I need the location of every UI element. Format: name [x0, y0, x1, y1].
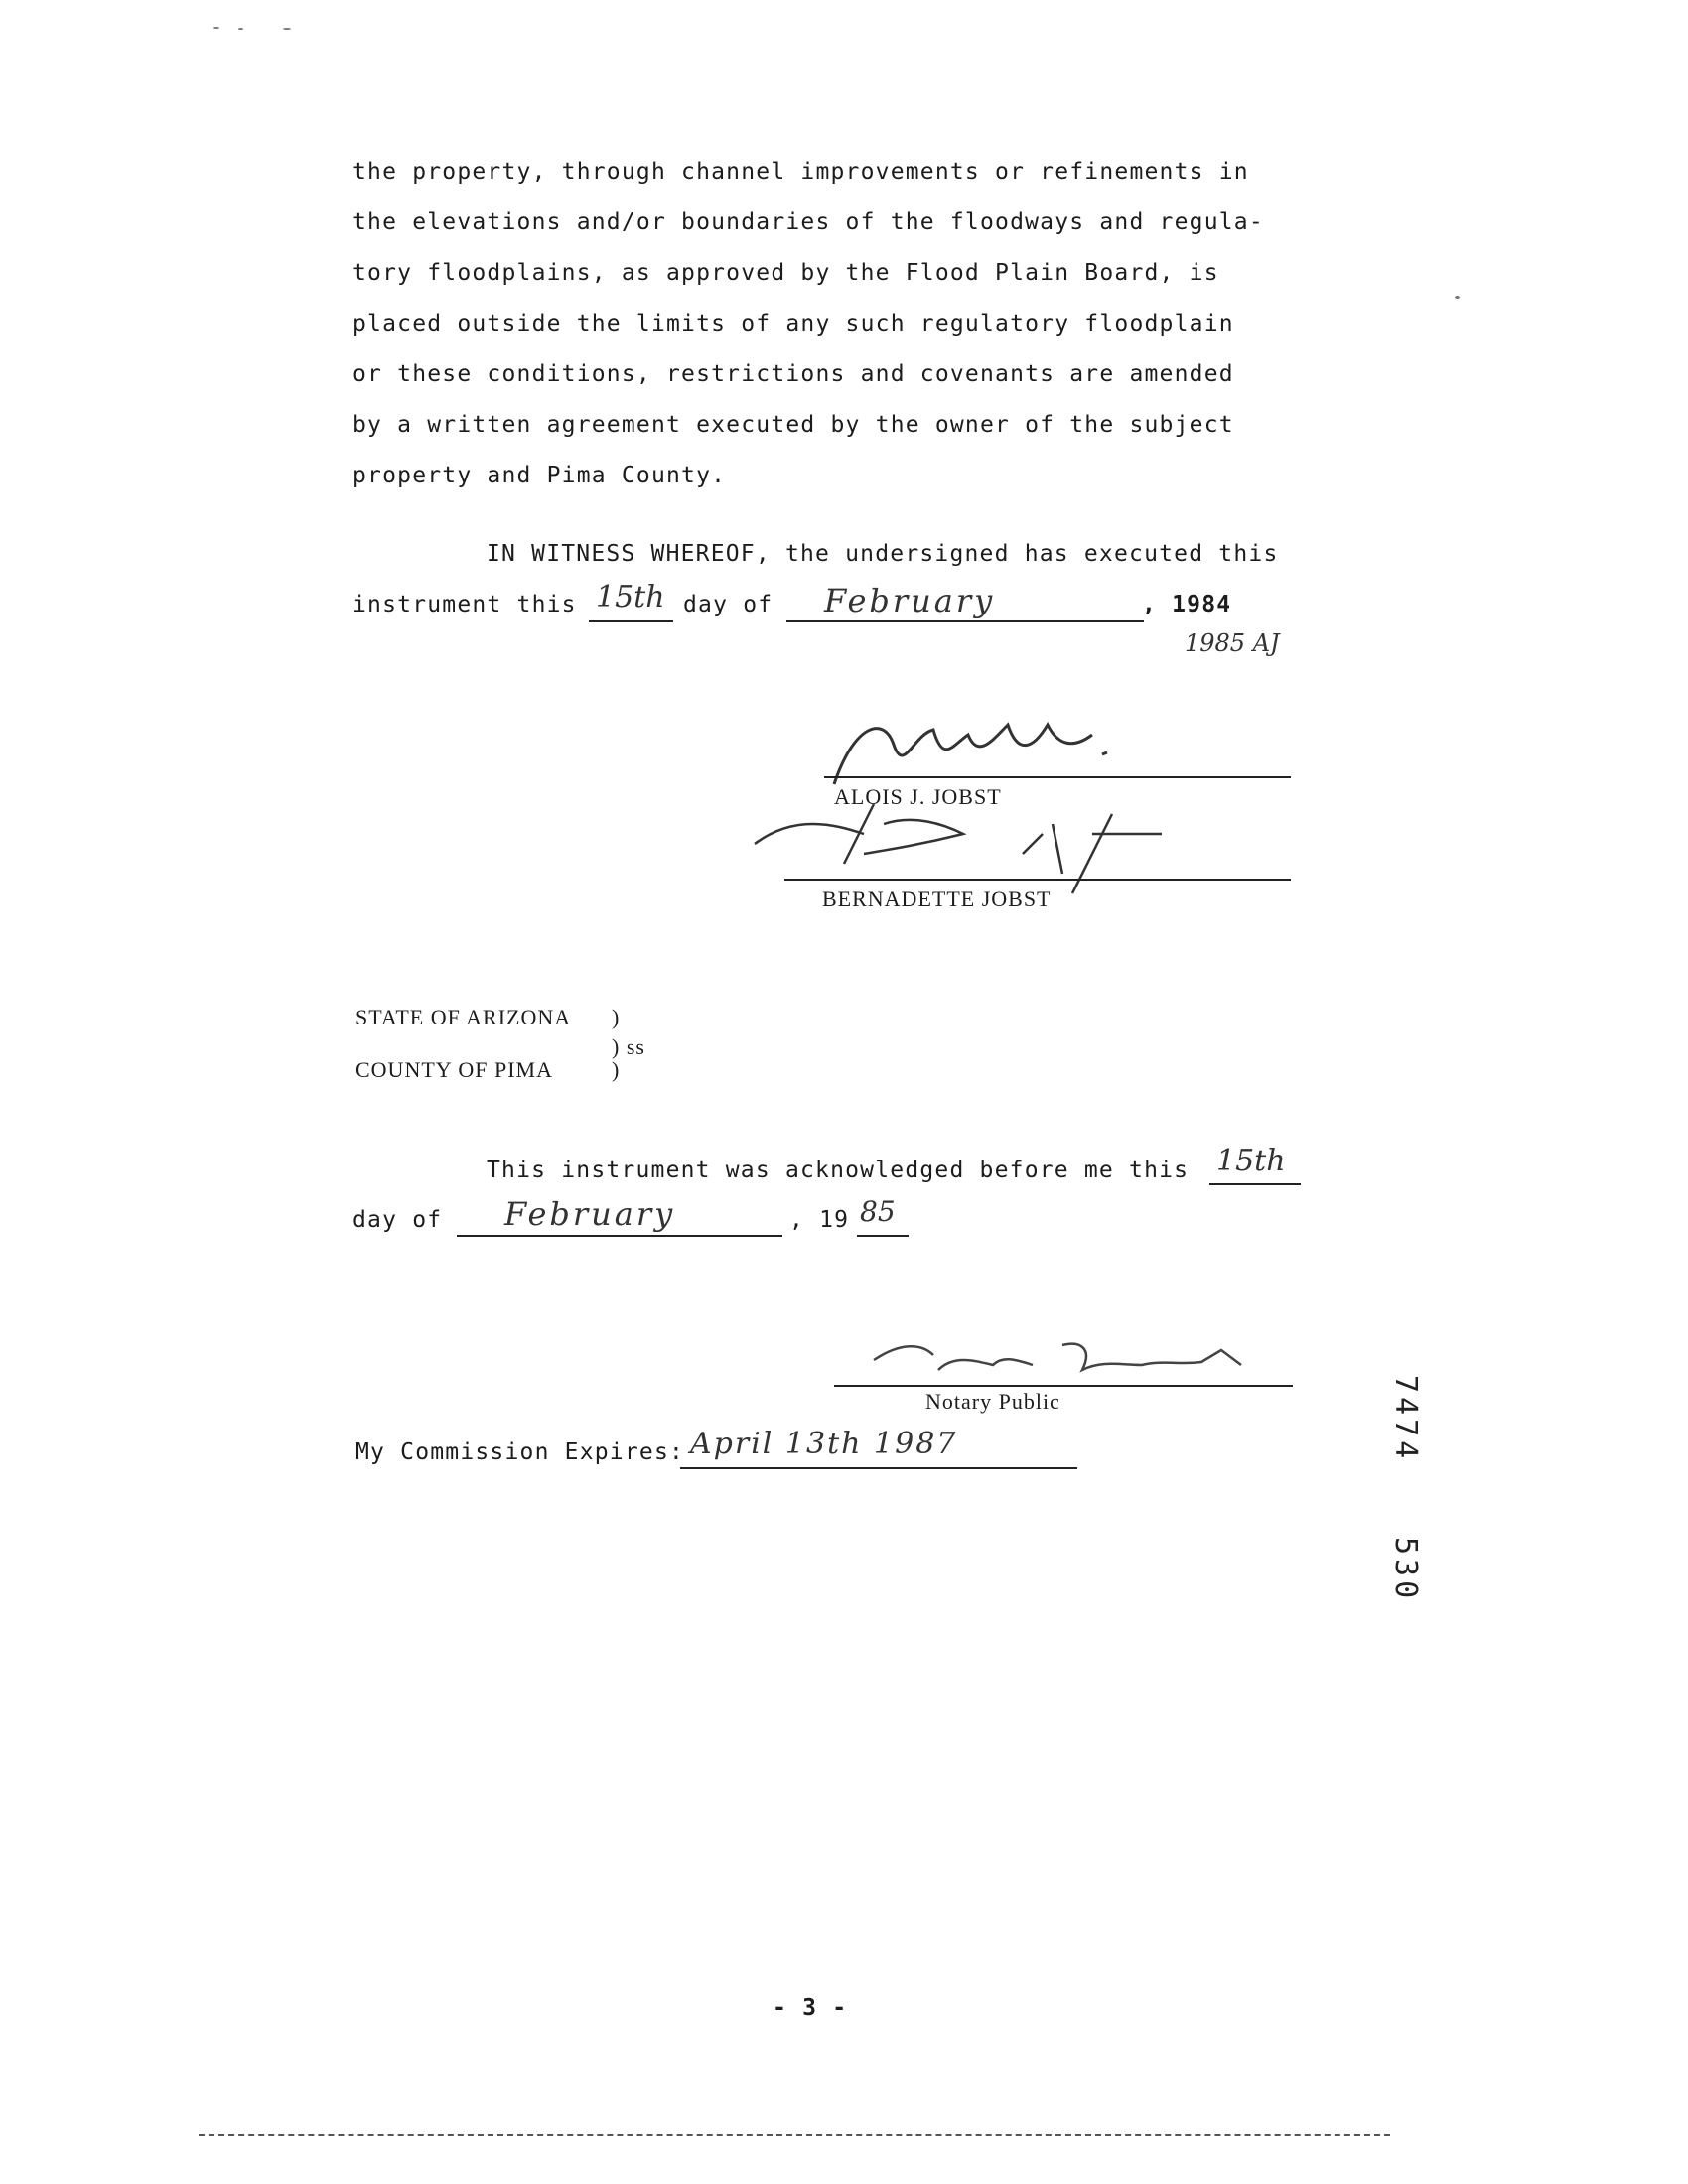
venue-ss: ) ss — [612, 1034, 645, 1059]
scan-speck — [1455, 296, 1460, 299]
notary-title: Notary Public — [925, 1389, 1060, 1414]
ack-year-blank-line — [857, 1235, 909, 1237]
ack-day-of-label: day of — [352, 1207, 443, 1233]
ack-year-label: , 19 — [789, 1207, 850, 1233]
paragraph-line: placed outside the limits of any such regulatory floodplain — [352, 311, 1234, 337]
notary-signature-line — [834, 1385, 1293, 1387]
venue-county: COUNTY OF PIMA — [355, 1057, 553, 1082]
venue-paren: ) — [612, 1057, 621, 1082]
docket-number: 7474 — [1388, 1375, 1423, 1463]
ack-handwritten-day: 15th — [1216, 1144, 1286, 1178]
ack-month-blank-line — [457, 1235, 782, 1237]
handwritten-year-correction: 1985 AJ — [1185, 629, 1280, 657]
handwritten-day: 15th — [596, 580, 665, 614]
scan-speck — [283, 28, 291, 30]
scan-speck — [238, 28, 243, 30]
signature-line-1 — [824, 776, 1291, 778]
commission-label: My Commission Expires: — [355, 1439, 685, 1465]
witness-clause-prefix: instrument this — [352, 592, 577, 617]
scan-speck — [213, 27, 219, 29]
signer2-name: BERNADETTE JOBST — [822, 887, 1052, 911]
year-label: , 1984 — [1142, 592, 1232, 617]
day-of-label: day of — [683, 592, 774, 617]
signer1-name: ALOIS J. JOBST — [834, 784, 1002, 809]
witness-clause-line1: IN WITNESS WHEREOF, the undersigned has executed this — [487, 541, 1279, 567]
ack-day-blank-line — [1209, 1183, 1301, 1185]
acknowledgment-line1: This instrument was acknowledged before me this — [487, 1158, 1190, 1183]
page-reference-number: 530 — [1388, 1537, 1423, 1603]
ack-handwritten-year: 85 — [860, 1195, 896, 1228]
paragraph-line: tory floodplains, as approved by the Flood Plain Board, is — [352, 260, 1219, 286]
paragraph-line: or these conditions, restrictions and covenants are amended — [352, 361, 1234, 387]
scan-edge-rule — [199, 2134, 1390, 2136]
commission-handwritten-date: April 13th 1987 — [690, 1427, 958, 1461]
month-blank-line — [786, 620, 1144, 622]
venue-paren: ) — [612, 1005, 621, 1029]
signature-line-2 — [784, 879, 1291, 881]
venue-state: STATE OF ARIZONA — [355, 1005, 572, 1029]
handwritten-month: February — [824, 582, 996, 619]
paragraph-line: property and Pima County. — [352, 463, 727, 488]
covenant-paragraph — [352, 159, 1296, 513]
day-blank-line — [589, 620, 673, 622]
notary-signature — [844, 1330, 1301, 1390]
paragraph-line: the elevations and/or boundaries of the floodways and regula- — [352, 209, 1264, 235]
ack-handwritten-month: February — [504, 1195, 676, 1233]
commission-blank-line — [680, 1467, 1077, 1469]
page-number: - 3 - — [773, 1995, 848, 2021]
paragraph-line: by a written agreement executed by the owner of the subject — [352, 412, 1234, 438]
paragraph-line: the property, through channel improvements or refinements in — [352, 159, 1249, 185]
